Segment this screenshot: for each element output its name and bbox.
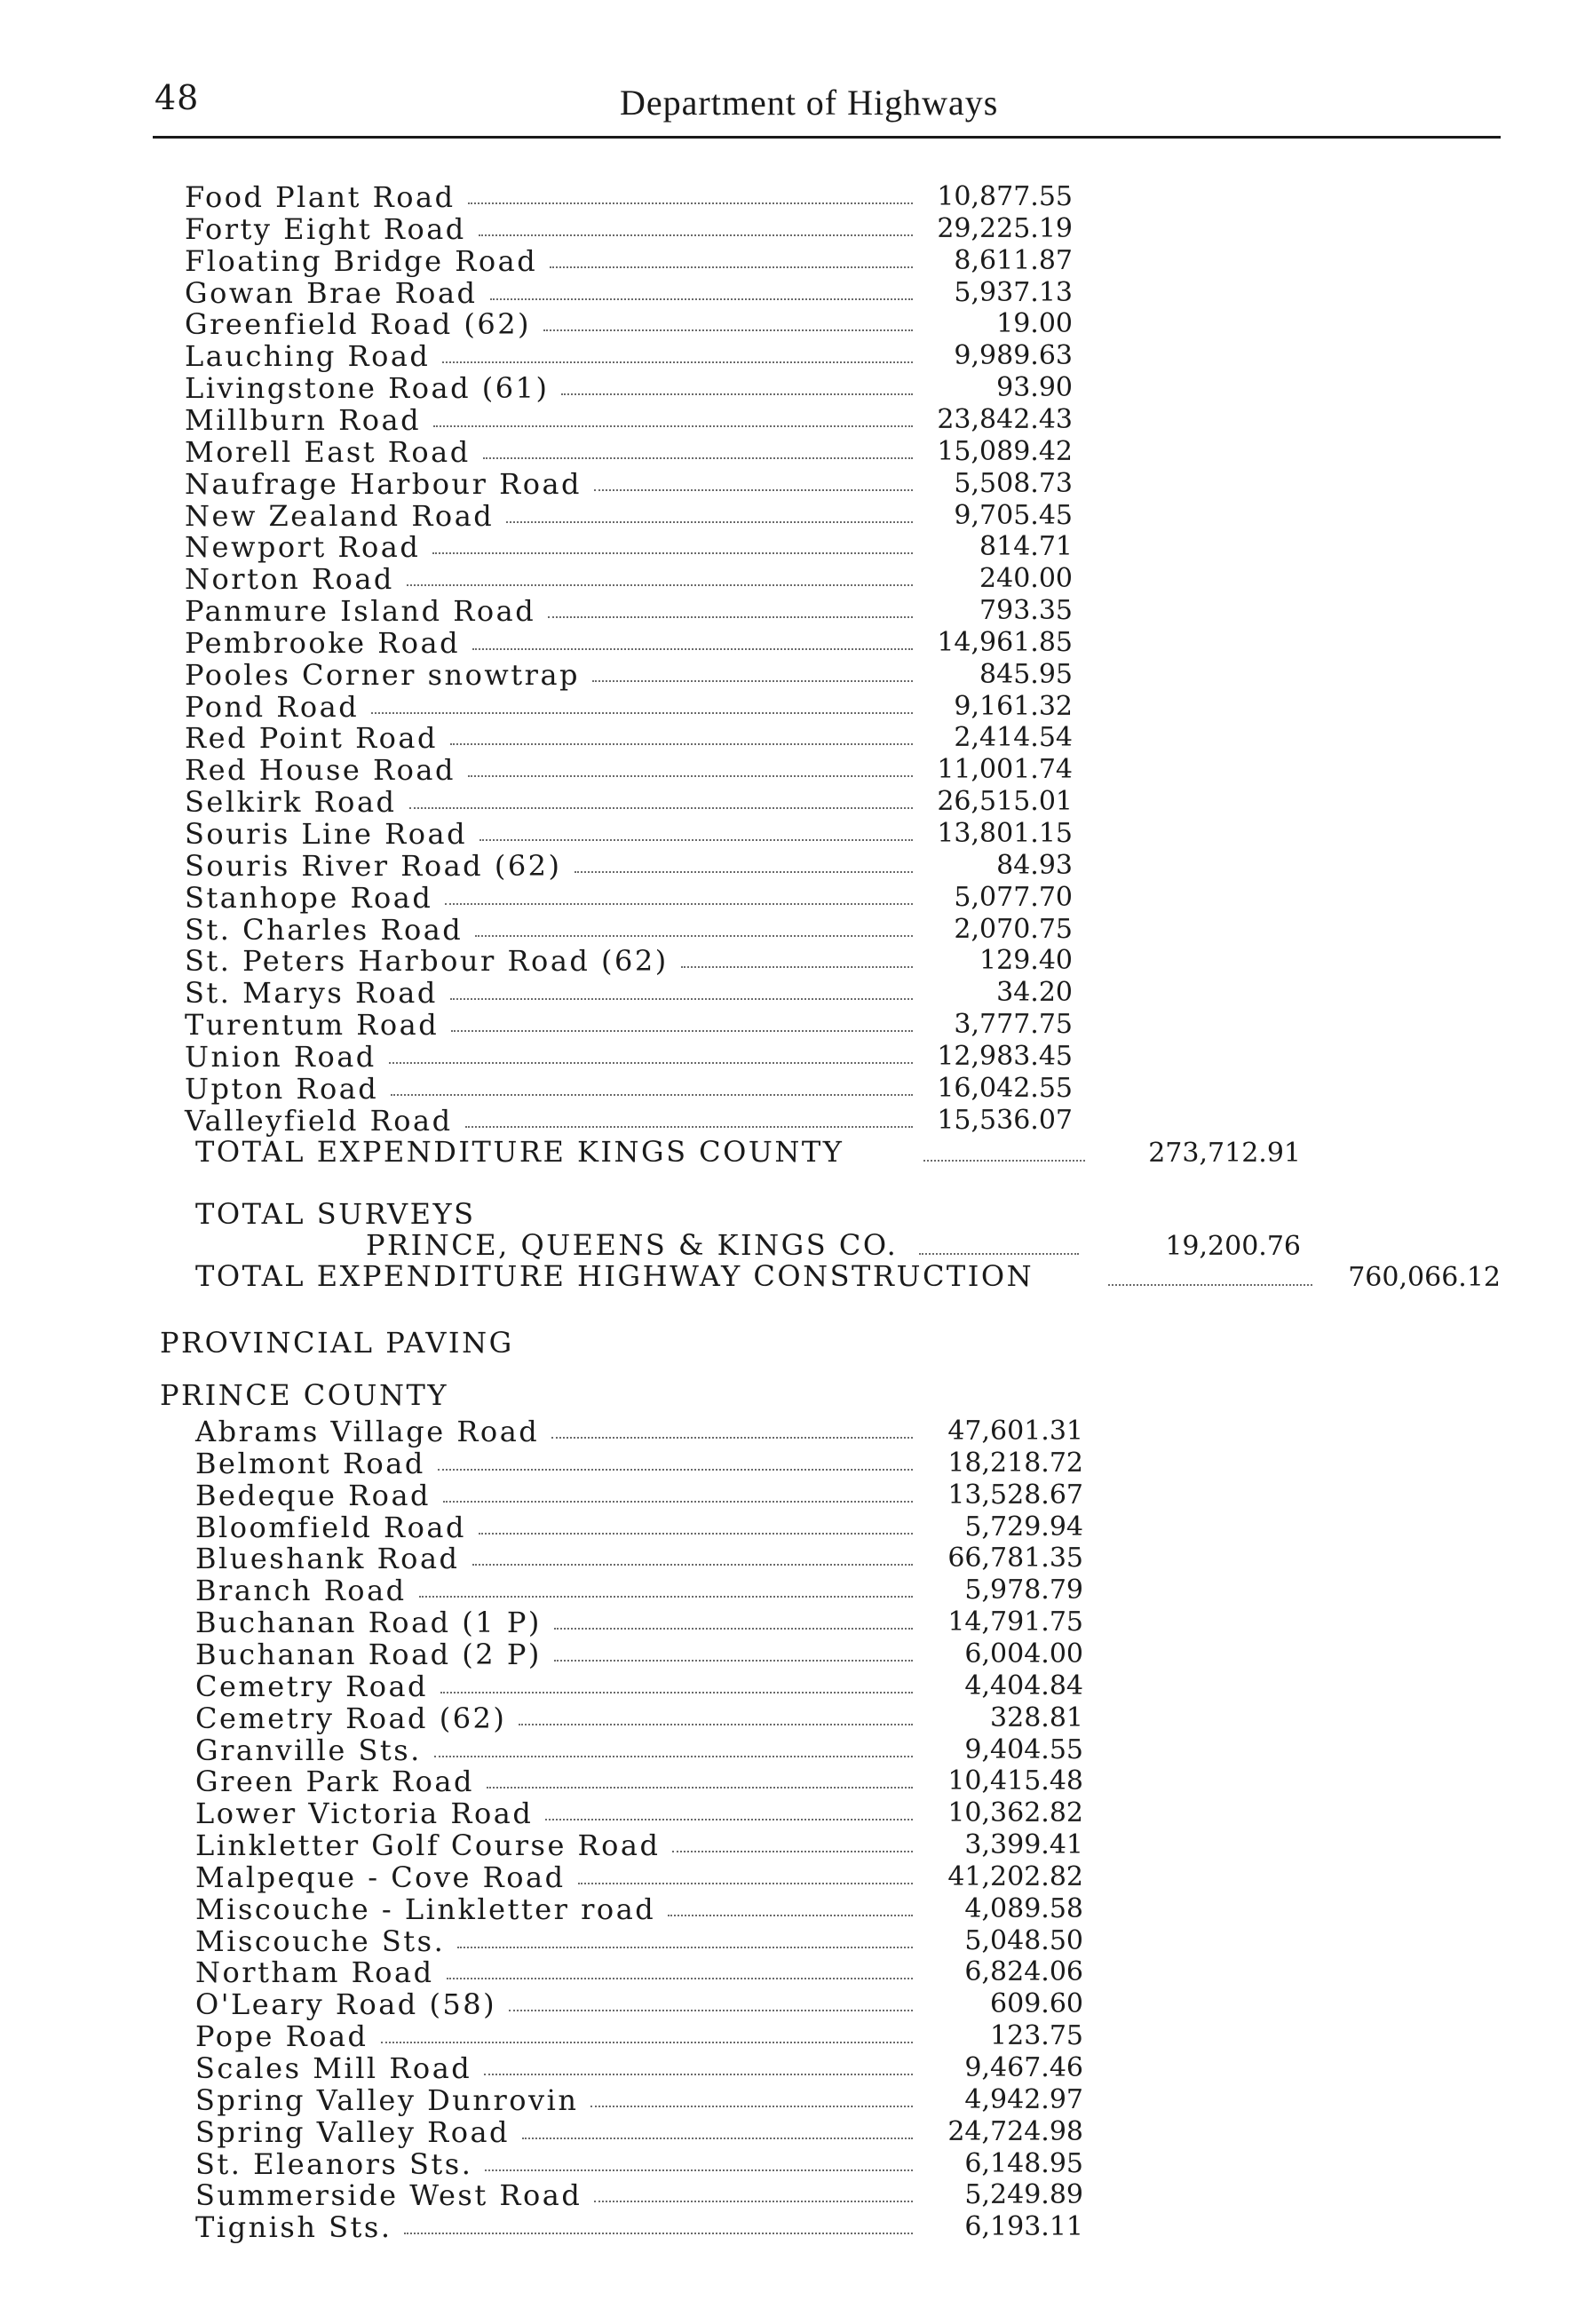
kings-road-amount: 5,508.73: [954, 467, 1073, 499]
kings-row: [185, 277, 1073, 309]
prince-row: [195, 1702, 1083, 1734]
prince-road-name: Cemetry Road (62): [195, 1701, 507, 1735]
prince-road-name: Buchanan Road (1 P): [195, 1606, 542, 1640]
prince-road-amount: 10,415.48: [947, 1765, 1083, 1797]
prince-dot-leader: [509, 2010, 913, 2011]
kings-row: [185, 1041, 1073, 1073]
prince-road-name: Northam Road: [195, 1955, 434, 1990]
prince-dot-leader: [672, 1851, 913, 1852]
kings-dot-leader: [389, 1062, 913, 1064]
kings-road-amount: 93.90: [996, 372, 1073, 404]
kings-dot-leader: [391, 1094, 913, 1096]
kings-road-amount: 129.40: [979, 945, 1073, 977]
construction-total-label: TOTAL EXPENDITURE HIGHWAY CONSTRUCTION: [195, 1259, 1034, 1293]
prince-dot-leader: [578, 1883, 913, 1884]
kings-road-name: Pooles Corner snowtrap: [185, 657, 580, 692]
kings-dot-leader: [433, 425, 913, 427]
prince-row: [195, 1765, 1083, 1797]
prince-dot-leader: [472, 1564, 914, 1566]
kings-row: [185, 531, 1073, 563]
kings-road-amount: 793.35: [979, 595, 1073, 627]
prince-row: [195, 1988, 1083, 2020]
kings-dot-leader: [445, 903, 913, 905]
kings-road-name: New Zealand Road: [185, 498, 495, 533]
prince-road-amount: 6,824.06: [964, 1956, 1083, 1988]
kings-row: [185, 563, 1073, 595]
prince-road-name: Bloomfield Road: [195, 1510, 466, 1544]
prince-dot-leader: [545, 1819, 913, 1820]
kings-road-amount: 9,161.32: [954, 690, 1073, 722]
kings-road-amount: 12,983.45: [937, 1040, 1073, 1072]
prince-dot-leader: [485, 2169, 913, 2171]
prince-road-amount: 41,202.82: [947, 1860, 1083, 1892]
prince-road-name: Summerside West Road: [195, 2178, 582, 2213]
kings-road-name: Stanhope Road: [185, 880, 433, 915]
prince-road-amount: 47,601.31: [947, 1416, 1083, 1447]
kings-dot-leader: [409, 807, 914, 809]
prince-row: [195, 2084, 1083, 2116]
section-title: PROVINCIAL PAVING: [160, 1326, 514, 1360]
prince-road-amount: 4,089.58: [964, 1892, 1083, 1924]
prince-dot-leader: [554, 1628, 913, 1630]
prince-row: [195, 2148, 1083, 2180]
kings-dot-leader: [490, 298, 914, 300]
page-number: 48: [155, 78, 200, 117]
prince-road-name: Abrams Village Road: [195, 1415, 540, 1448]
kings-dot-leader: [548, 616, 913, 618]
prince-row: [195, 2116, 1083, 2148]
construction-total-leader: [1108, 1284, 1312, 1286]
kings-row: [185, 850, 1073, 882]
prince-row: [195, 1511, 1083, 1543]
kings-dot-leader: [468, 202, 913, 204]
prince-road-amount: 609.60: [990, 1988, 1083, 2020]
prince-road-name: Miscouche - Linkletter road: [195, 1892, 656, 1926]
prince-row: [195, 1861, 1083, 1893]
prince-dot-leader: [554, 1660, 913, 1662]
kings-dot-leader: [550, 266, 913, 268]
prince-road-name: Malpeque - Cove Road: [195, 1860, 566, 1894]
prince-row: [195, 1829, 1083, 1861]
prince-road-amount: 6,148.95: [964, 2147, 1083, 2179]
kings-row: [185, 945, 1073, 977]
prince-road-name: Granville Sts.: [195, 1733, 422, 1767]
prince-dot-leader: [419, 1596, 913, 1598]
kings-dot-leader: [371, 712, 913, 714]
kings-road-name: Souris Line Road: [185, 817, 468, 851]
prince-dot-leader: [594, 2201, 913, 2202]
prince-road-amount: 4,404.84: [964, 1670, 1083, 1701]
prince-road-name: Bedeque Road: [195, 1478, 431, 1512]
prince-road-name: Lower Victoria Road: [195, 1797, 534, 1831]
prince-row: [195, 1734, 1083, 1766]
prince-dot-leader: [590, 2106, 913, 2107]
kings-dot-leader: [575, 871, 913, 873]
kings-road-amount: 9,989.63: [954, 340, 1073, 372]
kings-road-amount: 814.71: [979, 531, 1073, 563]
kings-total-leader: [923, 1160, 1085, 1162]
surveys-sub-label: PRINCE, QUEENS & KINGS CO.: [366, 1228, 899, 1262]
prince-row: [195, 1638, 1083, 1670]
kings-dot-leader: [479, 234, 913, 236]
kings-row: [185, 308, 1073, 340]
kings-road-name: Union Road: [185, 1039, 376, 1074]
kings-road-name: Naufrage Harbour Road: [185, 466, 582, 501]
kings-road-name: St. Marys Road: [185, 976, 438, 1011]
kings-road-amount: 2,070.75: [954, 913, 1073, 945]
prince-row: [195, 1925, 1083, 1957]
kings-row: [185, 659, 1073, 691]
prince-road-name: Spring Valley Dunrovin: [195, 2082, 579, 2117]
kings-road-name: Red Point Road: [185, 721, 438, 756]
kings-row: [185, 436, 1073, 468]
prince-road-amount: 13,528.67: [947, 1479, 1083, 1511]
kings-road-amount: 16,042.55: [937, 1072, 1073, 1104]
kings-road-name: Turentum Road: [185, 1008, 440, 1043]
prince-road-name: Miscouche Sts.: [195, 1923, 446, 1958]
prince-row: [195, 1416, 1083, 1448]
kings-road-name: Lauching Road: [185, 339, 431, 374]
kings-dot-leader: [432, 552, 913, 554]
prince-road-name: Scales Mill Road: [195, 2051, 472, 2085]
kings-road-amount: 23,842.43: [937, 403, 1073, 435]
prince-road-amount: 6,004.00: [964, 1638, 1083, 1670]
kings-row: [185, 722, 1073, 754]
kings-road-amount: 10,877.55: [937, 181, 1073, 212]
kings-road-name: St. Peters Harbour Road (62): [185, 944, 669, 979]
kings-dot-leader: [592, 680, 913, 682]
kings-dot-leader: [681, 966, 913, 968]
prince-road-amount: 24,724.98: [947, 2115, 1083, 2147]
prince-dot-leader: [484, 2074, 913, 2075]
prince-road-amount: 4,942.97: [964, 2083, 1083, 2115]
kings-row: [185, 754, 1073, 786]
kings-row: [185, 468, 1073, 500]
kings-road-name: Forty Eight Road: [185, 211, 466, 246]
header-rule: [153, 136, 1501, 139]
prince-row: [195, 1606, 1083, 1638]
prince-dot-leader: [434, 1756, 913, 1757]
kings-road-name: Millburn Road: [185, 402, 422, 437]
kings-road-name: Upton Road: [185, 1071, 379, 1106]
kings-road-name: Livingstone Road (61): [185, 371, 550, 406]
kings-dot-leader: [442, 361, 913, 363]
kings-row: [185, 818, 1073, 850]
kings-row: [185, 627, 1073, 659]
prince-road-amount: 14,791.75: [947, 1606, 1083, 1638]
kings-road-name: Norton Road: [185, 562, 394, 597]
kings-row: [185, 213, 1073, 245]
prince-row: [195, 1479, 1083, 1511]
prince-road-name: Green Park Road: [195, 1765, 474, 1799]
prince-dot-leader: [668, 1915, 913, 1916]
prince-road-amount: 5,978.79: [964, 1574, 1083, 1606]
section-subtitle: PRINCE COUNTY: [160, 1378, 448, 1412]
kings-road-name: Souris River Road (62): [185, 848, 562, 883]
kings-row: [185, 914, 1073, 946]
prince-dot-leader: [551, 1437, 913, 1439]
prince-road-name: Belmont Road: [195, 1446, 425, 1480]
prince-dot-leader: [457, 1947, 913, 1948]
kings-row: [185, 1073, 1073, 1105]
kings-road-amount: 15,536.07: [937, 1104, 1073, 1136]
prince-road-amount: 66,781.35: [947, 1543, 1083, 1574]
kings-road-name: Food Plant Road: [185, 180, 456, 214]
prince-row: [195, 1893, 1083, 1925]
prince-road-amount: 9,404.55: [964, 1733, 1083, 1765]
kings-dot-leader: [450, 743, 913, 745]
kings-row: [185, 372, 1073, 404]
prince-row: [195, 1670, 1083, 1702]
surveys-leader: [919, 1253, 1079, 1255]
kings-road-amount: 845.95: [979, 658, 1073, 690]
kings-dot-leader: [465, 1126, 913, 1128]
kings-row: [185, 691, 1073, 723]
prince-dot-leader: [522, 2138, 913, 2139]
kings-road-amount: 3,777.75: [954, 1009, 1073, 1041]
kings-road-amount: 8,611.87: [954, 244, 1073, 276]
prince-road-name: Linkletter Golf Course Road: [195, 1828, 661, 1863]
prince-road-name: St. Eleanors Sts.: [195, 2146, 473, 2181]
kings-dot-leader: [468, 775, 913, 777]
kings-dot-leader: [561, 393, 913, 395]
kings-dot-leader: [450, 998, 913, 1000]
kings-row: [185, 595, 1073, 627]
kings-road-amount: 5,937.13: [954, 276, 1073, 308]
prince-dot-leader: [479, 1533, 913, 1535]
kings-road-amount: 15,089.42: [937, 435, 1073, 467]
kings-dot-leader: [479, 839, 913, 841]
kings-row: [185, 977, 1073, 1009]
prince-dot-leader: [381, 2042, 913, 2043]
prince-road-name: Tignish Sts.: [195, 2210, 392, 2245]
prince-row: [195, 2052, 1083, 2084]
kings-road-name: Gowan Brae Road: [185, 275, 478, 310]
page-header: [151, 78, 1505, 142]
surveys-label: TOTAL SURVEYS: [195, 1197, 476, 1231]
prince-road-amount: 6,193.11: [964, 2211, 1083, 2243]
prince-road-amount: 3,399.41: [964, 1829, 1083, 1861]
kings-road-name: Newport Road: [185, 530, 421, 565]
kings-road-amount: 14,961.85: [937, 626, 1073, 658]
prince-road-name: O'Leary Road (58): [195, 1987, 497, 2022]
kings-road-name: Selkirk Road: [185, 785, 397, 820]
kings-total-label: TOTAL EXPENDITURE KINGS COUNTY: [195, 1135, 844, 1169]
kings-road-name: Morell East Road: [185, 434, 471, 469]
kings-road-name: St. Charles Road: [185, 912, 464, 947]
prince-dot-leader: [519, 1724, 913, 1725]
prince-road-amount: 5,249.89: [964, 2179, 1083, 2211]
kings-road-name: Valleyfield Road: [185, 1103, 453, 1138]
prince-row: [195, 1574, 1083, 1606]
kings-road-name: Floating Bridge Road: [185, 243, 538, 278]
kings-road-name: Greenfield Road (62): [185, 307, 532, 342]
kings-road-amount: 9,705.45: [954, 499, 1073, 531]
kings-road-amount: 11,001.74: [937, 754, 1073, 786]
kings-road-amount: 84.93: [996, 849, 1073, 881]
kings-row: [185, 404, 1073, 436]
kings-dot-leader: [506, 521, 913, 523]
kings-road-name: Pond Road: [185, 689, 360, 724]
prince-row: [195, 2179, 1083, 2211]
kings-road-name: Red House Road: [185, 753, 456, 788]
kings-dot-leader: [475, 935, 913, 937]
kings-row: [185, 1009, 1073, 1041]
kings-road-amount: 13,801.15: [937, 818, 1073, 849]
surveys-amount: 19,200.76: [1165, 1231, 1301, 1262]
kings-dot-leader: [407, 584, 913, 586]
kings-road-name: Pembrooke Road: [185, 625, 461, 660]
kings-road-amount: 2,414.54: [954, 722, 1073, 754]
prince-road-name: Spring Valley Road: [195, 2114, 511, 2149]
prince-road-amount: 5,048.50: [964, 1924, 1083, 1956]
prince-row: [195, 1956, 1083, 1988]
prince-road-amount: 18,218.72: [947, 1447, 1083, 1479]
prince-row: [195, 1448, 1083, 1479]
kings-total-amount: 273,712.91: [1148, 1138, 1301, 1169]
prince-road-amount: 328.81: [990, 1701, 1083, 1733]
kings-row: [185, 500, 1073, 532]
prince-dot-leader: [447, 1978, 913, 1979]
prince-road-name: Pope Road: [195, 2019, 368, 2054]
kings-row: [185, 786, 1073, 818]
prince-road-name: Blueshank Road: [195, 1542, 460, 1576]
prince-road-amount: 9,467.46: [964, 2052, 1083, 2083]
page-title: Department of Highways: [620, 83, 999, 123]
kings-dot-leader: [594, 489, 913, 491]
kings-road-amount: 29,225.19: [937, 212, 1073, 244]
kings-road-amount: 240.00: [979, 563, 1073, 595]
prince-road-name: Buchanan Road (2 P): [195, 1637, 542, 1671]
prince-road-amount: 5,729.94: [964, 1511, 1083, 1543]
construction-total-amount: 760,066.12: [1348, 1262, 1501, 1293]
prince-dot-leader: [438, 1469, 913, 1471]
kings-dot-leader: [472, 648, 913, 650]
prince-dot-leader: [404, 2233, 913, 2234]
kings-row: [185, 1105, 1073, 1137]
prince-dot-leader: [443, 1501, 913, 1503]
prince-road-amount: 123.75: [990, 2020, 1083, 2052]
kings-row: [185, 181, 1073, 213]
prince-dot-leader: [440, 1692, 913, 1693]
prince-road-amount: 10,362.82: [947, 1797, 1083, 1829]
kings-road-amount: 5,077.70: [954, 881, 1073, 913]
kings-row: [185, 245, 1073, 277]
kings-row: [185, 882, 1073, 914]
prince-row: [195, 1797, 1083, 1829]
kings-row: [185, 340, 1073, 372]
kings-dot-leader: [483, 457, 913, 459]
prince-row: [195, 2020, 1083, 2052]
prince-row: [195, 2211, 1083, 2243]
prince-row: [195, 1543, 1083, 1574]
prince-road-name: Cemetry Road: [195, 1669, 429, 1703]
kings-road-amount: 34.20: [996, 977, 1073, 1009]
kings-dot-leader: [451, 1030, 913, 1032]
kings-road-amount: 26,515.01: [937, 786, 1073, 818]
prince-road-name: Branch Road: [195, 1574, 407, 1608]
prince-dot-leader: [487, 1787, 913, 1789]
kings-road-name: Panmure Island Road: [185, 594, 536, 629]
kings-dot-leader: [543, 329, 913, 331]
kings-road-amount: 19.00: [996, 308, 1073, 340]
